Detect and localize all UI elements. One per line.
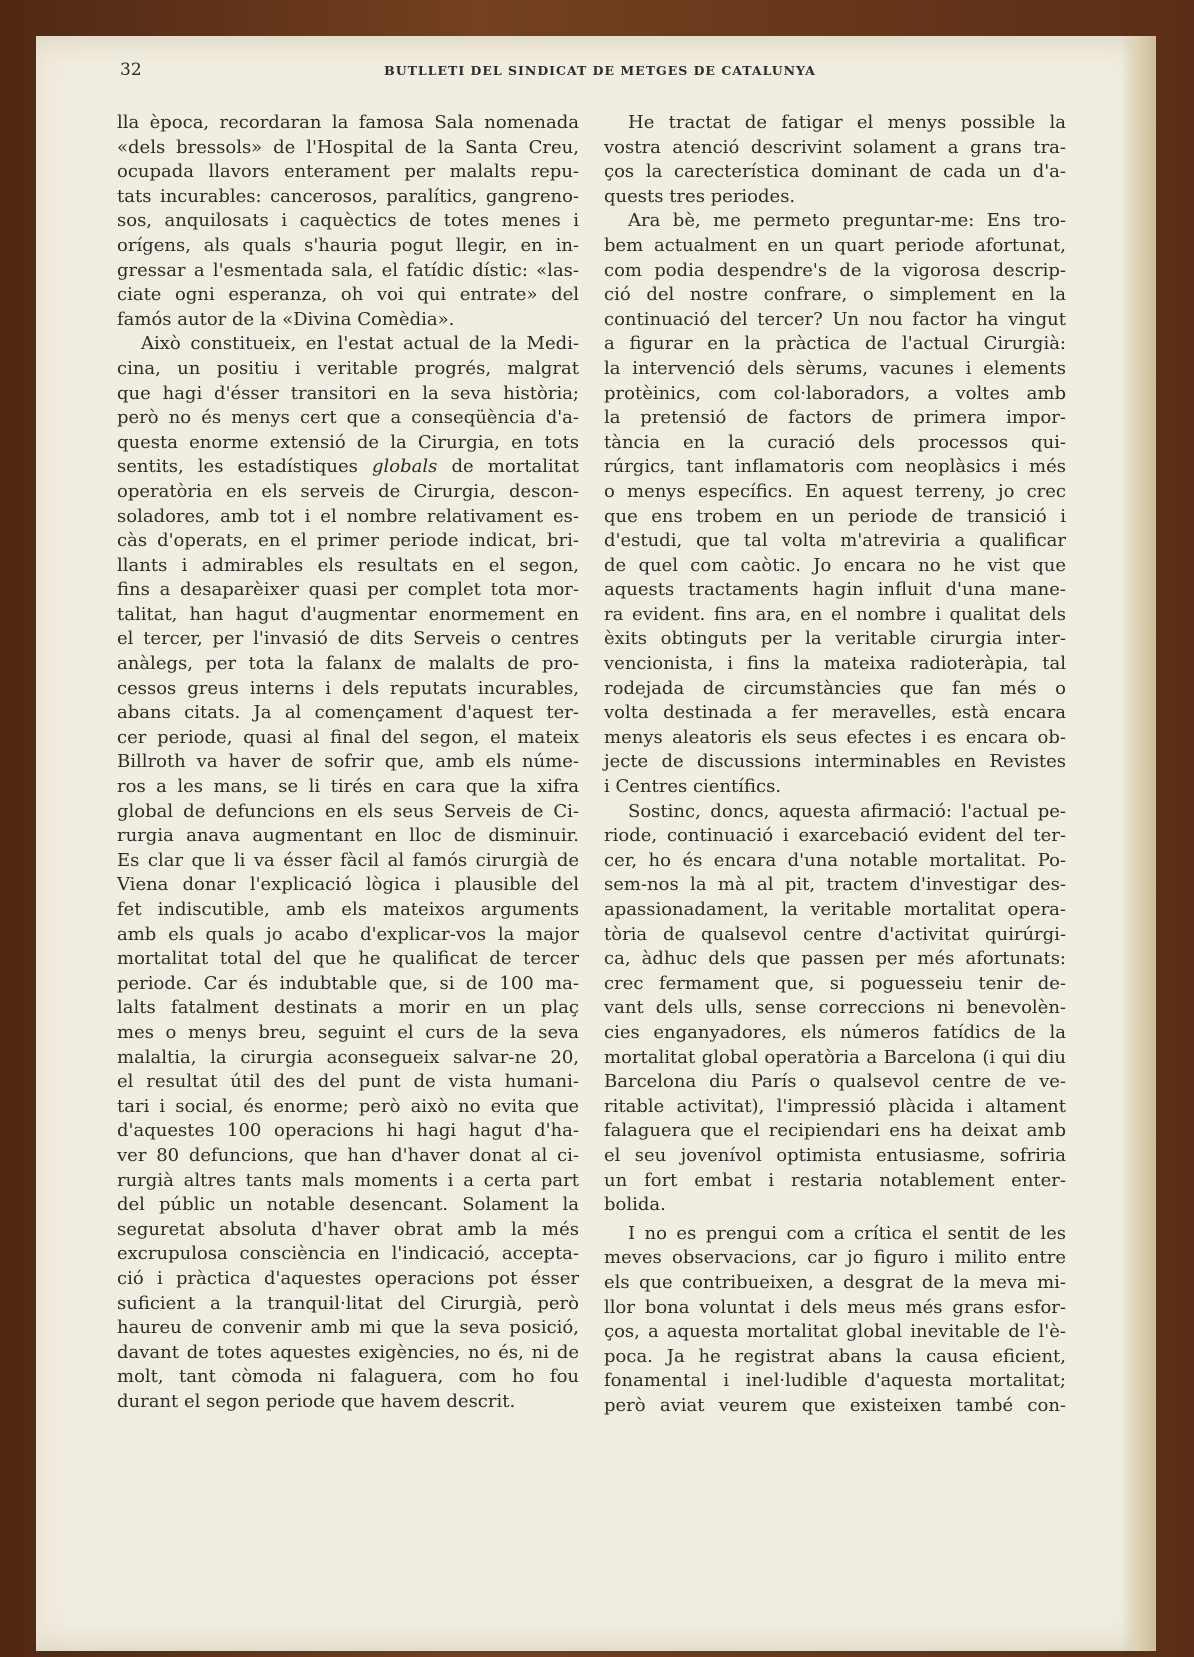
text-line: com podia despendre's de la vigorosa descrip-: [604, 259, 1066, 281]
text-line: ciate ogni esperanza, oh voi qui entrate» del: [117, 284, 579, 306]
text-line: volta destinada a fer meravelles, està encara: [604, 702, 1066, 724]
text-line: Ara bè, me permeto preguntar-me: Ens tro-: [628, 210, 1066, 232]
text-line: ros a les mans, se li tirés en cara que la xifra: [117, 776, 579, 798]
text-line: ços la carecterística dominant de cada un d'a-: [604, 161, 1066, 183]
text-line: orígens, als quals s'hauria pogut llegir, en in-: [117, 234, 579, 256]
text-line: ritable activitat), l'impressió plàcida i altament: [604, 1095, 1066, 1117]
text-line: mortalitat total del que he qualificat de tercer: [117, 948, 579, 970]
text-line: talitat, han hagut d'augmentar enormement en: [117, 603, 579, 625]
text-line: fet indiscutible, amb els mateixos arguments: [117, 899, 579, 920]
text-line: tòria de qualsevol centre d'activitat quirúrgi-: [604, 923, 1066, 945]
text-line: bolida.: [604, 1194, 666, 1216]
text-line: amb els quals jo acabo d'explicar-vos la major: [117, 923, 579, 945]
text-line: ver 80 defuncions, que han d'haver donat al ci-: [117, 1144, 579, 1166]
text-line: protèinics, com col·laboradors, a voltes amb: [604, 382, 1066, 404]
text-line: que hagi d'ésser transitori en la seva història;: [117, 382, 579, 404]
text-line: però aviat veurem que existeixen també con-: [604, 1394, 1066, 1416]
text-line: bem actualment en un quart periode afortunat,: [604, 234, 1066, 256]
text-line: apassionadament, la veritable mortalitat opera-: [604, 899, 1066, 920]
text-line: meves observacions, car jo figuro i milito entre: [604, 1247, 1066, 1269]
text-line: periode. Car és indubtable que, si de 100 ma-: [117, 972, 579, 994]
text-line: anàlegs, per tota la falanx de malalts de pro-: [117, 653, 579, 675]
text-line: vencionista, i fins la mateixa radioteràpia, tal: [604, 653, 1066, 675]
text-line: llor bona voluntat i dels meus més grans esfor-: [604, 1296, 1066, 1318]
text-line: o menys específics. En aquest terreny, jo crec: [604, 480, 1066, 502]
text-line: a figurar en la pràctica de l'actual Cirurgià:: [604, 333, 1066, 355]
text-line: vant dels ulls, sense correccions ni benevolèn-: [604, 997, 1066, 1019]
text-line: Barcelona diu París o qualsevol centre de ve-: [604, 1071, 1066, 1093]
text-line: tats incurables: cancerosos, paralítics, gangreno-: [117, 185, 579, 207]
text-line: famós autor de la «Divina Comèdia».: [117, 308, 455, 330]
text-line: èxits obtinguts per la veritable cirurgia inter-: [604, 628, 1066, 650]
text-line: cessos greus interns i dels reputats incurables,: [117, 677, 579, 699]
text-line: els que contribueixen, a desgrat de la meva mi-: [604, 1271, 1066, 1293]
text-line: cina, un positiu i veritable progrés, malgrat: [117, 357, 579, 379]
text-line: tància en la curació dels processos qui-: [604, 431, 1066, 453]
text-line: Es clar que li va ésser fàcil al famós cirurgià de: [117, 849, 579, 871]
text-line: davant de totes aquestes exigències, no és, ni de: [117, 1341, 579, 1363]
text-line: càs d'operats, en el primer periode indicat, bri-: [117, 530, 579, 552]
text-line: soladores, amb tot i el nombre relativament es-: [117, 505, 579, 527]
journal-title: BUTLLETI DEL SINDICAT DE METGES DE CATALUNYA: [384, 63, 816, 78]
text-line: lla època, recordaran la famosa Sala nomenada: [117, 112, 579, 133]
text-line: haureu de convenir amb mi que la seva posició,: [117, 1317, 579, 1339]
text-line: riode, continuació i exarcebació evident del ter-: [604, 825, 1066, 847]
text-line: ços, a aquesta mortalitat global inevitable de l'è-: [604, 1321, 1066, 1343]
text-line: rúrgics, tant inflamatoris com neoplàsics i més: [604, 456, 1066, 478]
text-line: la pretensió de factors de primera impor-: [604, 407, 1066, 429]
text-line: però no és menys cert que a conseqüència d'a-: [117, 407, 579, 429]
text-line: fonamental i inel·ludible d'aquesta mortalitat;: [604, 1370, 1066, 1392]
text-line: mes o menys breu, seguint el curs de la seva: [117, 1021, 579, 1043]
text-line: Sostinc, doncs, aquesta afirmació: l'actual pe-: [628, 800, 1066, 822]
text-line: fins a desaparèixer quasi per complet tota mor-: [117, 579, 579, 601]
text-line: ció i pràctica d'aquestes operacions pot ésser: [117, 1267, 579, 1289]
text-line: abans citats. Ja al començament d'aquest ter-: [117, 702, 579, 724]
text-line: jecte de discussions interminables en Revistes: [604, 751, 1066, 773]
text-line: excrupulosa consciència en l'indicació, accepta-: [117, 1243, 579, 1265]
text-line: aquests tractaments hagin influit d'una mane-: [604, 579, 1066, 601]
text-line: seguretat absoluta d'haver obrat amb la més: [117, 1218, 579, 1240]
text-line: gressar a l'esmentada sala, el fatídic dístic: «las-: [117, 259, 579, 281]
text-line: crec fermament que, si poguesseiu tenir de-: [604, 972, 1066, 994]
text-line: el seu jovenívol optimista entusiasme, sofriria: [604, 1144, 1066, 1166]
text-line: sentits, les estadístiques globals de mortalitat: [117, 456, 579, 478]
text-line: d'estudi, que tal volta m'atreviria a qualificar: [604, 530, 1066, 552]
text-line: molt, tant còmoda ni falaguera, com ho fou: [117, 1366, 579, 1388]
text-line: ra evident. fins ara, en el nombre i qualitat dels: [604, 603, 1066, 625]
text-line: durant el segon periode que havem descrit.: [117, 1390, 516, 1412]
text-line: questa enorme extensió de la Cirurgia, en tots: [117, 431, 579, 453]
text-line: cer, ho és encara d'una notable mortalitat. Po-: [604, 849, 1066, 871]
text-line: menys aleatoris els seus efectes i es encara ob-: [604, 726, 1066, 748]
text-line: malaltia, la cirurgia aconsegueix salvar-ne 20,: [117, 1046, 579, 1068]
text-line: cer periode, quasi al final del segon, el mateix: [117, 726, 579, 748]
text-line: rodejada de circumstàncies que fan més o: [604, 677, 1066, 699]
running-header: [120, 60, 1060, 82]
text-line: poca. Ja he registrat abans la causa eficient,: [604, 1345, 1066, 1367]
text-line: operatòria en els serveis de Cirurgia, descon-: [117, 480, 579, 502]
text-line: la intervenció dels sèrums, vacunes i elements: [604, 357, 1066, 379]
text-line: Viena donar l'explicació lògica i plausible del: [117, 874, 579, 896]
text-line: un fort embat i restaria notablement enter-: [604, 1169, 1066, 1191]
text-line: de quel com caòtic. Jo encara no he vist que: [604, 554, 1066, 576]
text-line: falaguera que el recipiendari ens ha deixat amb: [604, 1120, 1066, 1142]
text-line: rurgia anava augmentant en lloc de disminuir.: [117, 825, 579, 847]
text-line: ocupada llavors enterament per malalts repu-: [117, 161, 579, 183]
text-line: sem-nos la mà al pit, tractem d'investigar des-: [604, 874, 1066, 896]
text-line: I no es prengui com a crítica el sentit de les: [628, 1222, 1066, 1244]
text-line: lalts fatalment destinats a morir en un plaç: [117, 997, 579, 1019]
text-line: He tractat de fatigar el menys possible la: [628, 112, 1066, 133]
text-line: el resultat útil des del punt de vista humani-: [117, 1071, 579, 1093]
text-line: el tercer, per l'invasió de dits Serveis o centres: [117, 628, 579, 650]
page-number: 32: [120, 60, 142, 80]
text-line: vostra atenció descrivint solament a grans tra-: [604, 136, 1066, 158]
left-text-column: [117, 111, 579, 1414]
text-line: tari i social, és enorme; però això no evita que: [117, 1095, 579, 1117]
text-line: quests tres periodes.: [604, 185, 796, 207]
text-line: del públic un notable desencant. Solament la: [117, 1194, 579, 1216]
text-line: d'aquestes 100 operacions hi hagi hagut d'ha-: [117, 1120, 579, 1142]
text-line: Això constitueix, en l'estat actual de la Medi-: [141, 333, 579, 355]
text-line: mortalitat global operatòria a Barcelona (i qui diu: [604, 1046, 1066, 1068]
text-line: cies enganyadores, els números fatídics de la: [604, 1021, 1066, 1043]
text-line: rurgià altres tants mals moments i a certa part: [117, 1169, 579, 1191]
text-line: ció del nostre confrare, o simplement en la: [604, 284, 1066, 306]
text-line: global de defuncions en els seus Serveis de Ci-: [117, 800, 579, 822]
right-text-column: [604, 111, 1066, 1418]
text-line: «dels bressols» de l'Hospital de la Santa Creu,: [117, 136, 579, 158]
text-line: suficient a la tranquil·litat del Cirurgià, però: [117, 1292, 579, 1314]
text-line: sos, anquilosats i caquèctics de totes menes i: [117, 210, 579, 232]
text-line: i Centres científics.: [604, 776, 782, 798]
text-line: ca, àdhuc dels que passen per més afortunats:: [604, 948, 1066, 970]
text-line: llants i admirables els resultats en el segon,: [117, 554, 579, 576]
text-line: que ens trobem en un periode de transició i: [604, 505, 1066, 527]
text-line: Billroth va haver de sofrir que, amb els núme-: [117, 751, 579, 773]
text-line: continuació del tercer? Un nou factor ha vingut: [604, 308, 1066, 330]
page-curl-edge: [1122, 36, 1156, 1651]
